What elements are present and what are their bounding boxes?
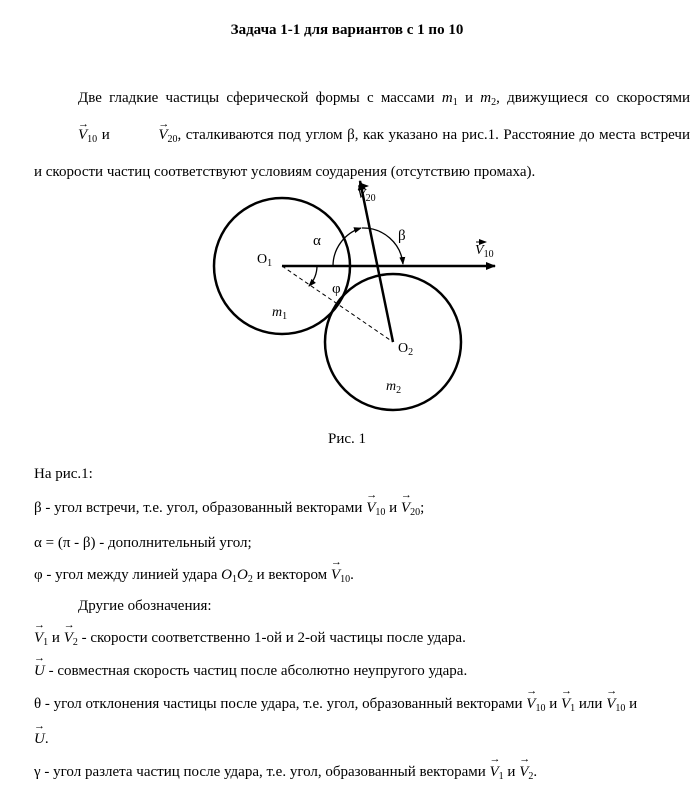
gamma-definition: γ - угол разлета частиц после удара, т.е. угол, образованный векторами → $V_1$ $и \to V_2$. bbox=[34, 764, 537, 782]
alpha-label: α bbox=[313, 233, 321, 249]
phi-definition: φ - угол между линией удара $O_1O_2$ и вектором → $V_{10}$. bbox=[34, 567, 354, 585]
theta-definition: θ - угол отклонения частицы после удара, т.е. угол, образованный векторами → $V_{10}$ $и \to V_1$ или → $V_{10}$ и bbox=[34, 696, 637, 714]
m2-label: $m_2$ bbox=[386, 379, 402, 396]
m1-label: $m_1$ bbox=[272, 305, 288, 322]
legend-heading: На рис.1: bbox=[34, 466, 93, 482]
beta-label: β bbox=[398, 228, 406, 244]
v10-symbol: → $V_{10}$ bbox=[34, 119, 97, 156]
page-title: Задача 1-1 для вариантов с 1 по 10 bbox=[230, 22, 464, 38]
v20-label bbox=[357, 186, 376, 204]
o1-label: $O_1$ bbox=[257, 252, 273, 269]
theta-definition-cont: → U. bbox=[34, 731, 49, 748]
phi-arc bbox=[309, 266, 317, 286]
o2-label: $O_2$ bbox=[398, 341, 414, 358]
v10-label bbox=[475, 242, 494, 260]
beta-arc bbox=[362, 228, 403, 264]
alpha-definition: α = (π - β) - дополнительный угол; bbox=[34, 535, 252, 551]
other-notations-heading: Другие обозначения: bbox=[78, 598, 212, 614]
figure-caption: Рис. 1 bbox=[327, 431, 367, 447]
phi-label: φ bbox=[332, 281, 341, 297]
v1-v2-definition: → $V_1$ $и \to V_2$ - скорости соответственно 1-ой и 2-ой частицы после удара. bbox=[34, 630, 466, 648]
svg-text:V10: $V_{10}$ bbox=[475, 243, 494, 260]
v20-symbol: → $V_{20}$ bbox=[114, 119, 177, 156]
beta-definition: β - угол встречи, т.е. угол, образованный векторами → $V_{10}$ $и \to V_{20}$; bbox=[34, 500, 424, 518]
v20-vector bbox=[360, 181, 393, 342]
intro-paragraph: Две гладкие частицы сферической формы с массами $m_1$ и $m_2$, движущиеся со скоростями → $V_{10}$ $и \to V_{20}$, сталкиваются под углом β, как указано на рис.1. Расстояние до места встречи и скорости частиц соответствуют условиям соударения (отсутствию промаха). bbox=[34, 82, 690, 188]
u-definition: → U - совместная скорость частиц после абсолютно неупругого удара. bbox=[34, 663, 467, 680]
svg-text:V20: $V_{20}$ bbox=[357, 187, 376, 204]
